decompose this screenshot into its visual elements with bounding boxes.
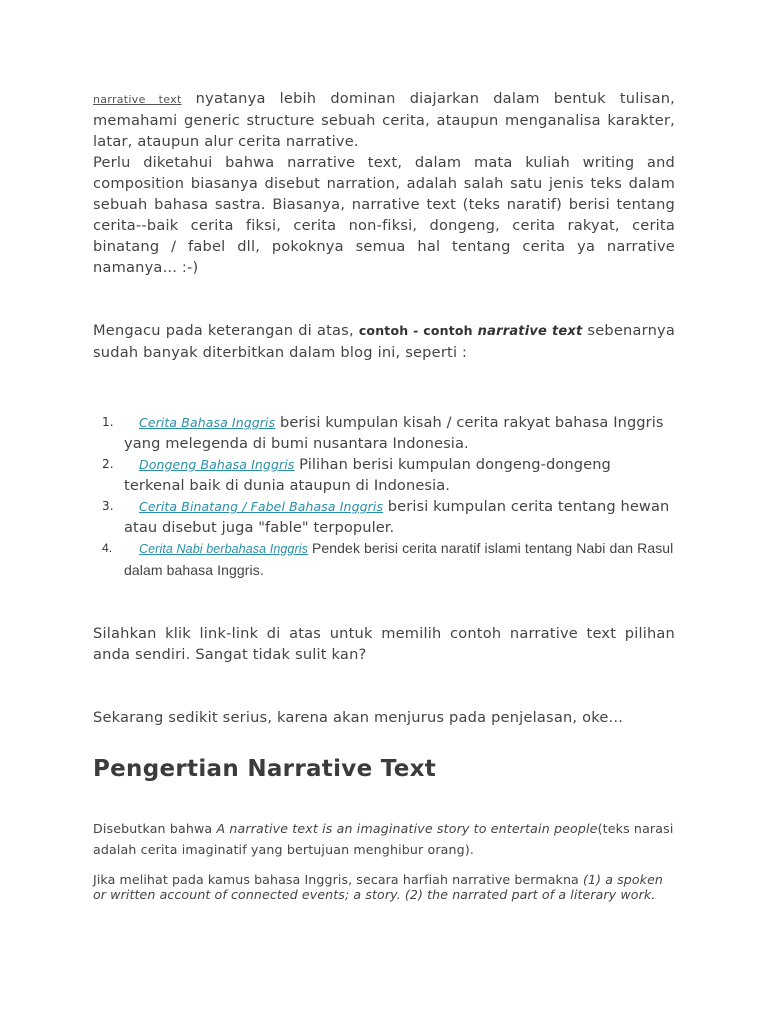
list-link[interactable]: Cerita Bahasa Inggris [139,415,276,430]
dictionary-paragraph [93,872,675,902]
dictionary-lead: Jika melihat pada kamus bahasa Inggris, secara harfiah narrative bermakna [93,872,583,887]
examples-list [93,412,675,581]
examples-bold-italic: narrative text [472,324,583,339]
definition-quote: A narrative text is an imaginative story to entertain people [216,821,598,836]
list-item [93,538,675,581]
narrative-text-link[interactable]: narrative text [93,93,182,106]
list-number: 2. [102,457,114,471]
examples-lead: Mengacu pada keterangan di atas, [93,322,359,339]
intro-text: nyatanya lebih dominan diajarkan dalam bentuk tulisan, memahami generic structure sebuah cerita, ataupun menganalisa karakter, latar, ataupun alur cerita narrative. [93,90,676,150]
intro-paragraph [93,88,675,152]
instruction-paragraph: Silahkan klik link-link di atas untuk memilih contoh narrative text pilihan anda sendiri. Sangat tidak sulit kan? [93,625,675,663]
list-number: 4. [102,541,113,555]
list-link[interactable]: Cerita Binatang / Fabel Bahasa Inggris [139,499,384,514]
definition-paragraph: Perlu diketahui bahwa narrative text, dalam mata kuliah writing and composition biasanya disebut narration, adalah salah satu jenis teks dalam sebuah bahasa sastra. Biasanya, narrative text (teks naratif) berisi tentang cerita--baik cerita fiksi, cerita non-fiksi, dongeng, cerita rakyat, cerita binatang / fabel dll, pokoknya semua hal tentang cerita ya narrative namanya... :-) [93,154,675,276]
definition-translation: (teks narasi adalah cerita imaginatif yang bertujuan menghibur orang). [93,821,674,857]
list-link[interactable]: Dongeng Bahasa Inggris [139,457,295,472]
narrative-definition-paragraph [93,818,675,860]
list-item [93,496,675,538]
examples-rest: sebenarnya sudah banyak diterbitkan dalam blog ini, seperti : [93,322,676,361]
list-number: 3. [102,499,114,513]
list-item [93,412,675,454]
document-page [93,88,675,902]
dictionary-meaning: (1) a spoken or written account of connected events; a story. (2) the narrated part of a literary work. [93,872,663,902]
list-number: 1. [102,415,114,429]
examples-bold: contoh - contoh [358,323,473,338]
list-text: Pilihan berisi kumpulan dongeng-dongeng terkenal baik di dunia ataupun di Indonesia. [124,456,611,494]
list-text: berisi kumpulan cerita tentang hewan atau disebut juga "fable" terpopuler. [124,498,670,536]
list-item [93,454,675,496]
transition-paragraph: Sekarang sedikit serius, karena akan menjurus pada penjelasan, oke... [93,709,624,726]
section-heading: Pengertian Narrative Text [93,756,437,782]
list-link[interactable]: Cerita Nabi berbahasa Inggris [139,542,308,556]
list-text: Pendek berisi cerita naratif islami tentang Nabi dan Rasul dalam bahasa Inggris. [124,540,674,578]
examples-paragraph [93,320,675,363]
list-text: berisi kumpulan kisah / cerita rakyat bahasa Inggris yang melegenda di bumi nusantara Indonesia. [124,414,664,452]
definition-lead: Disebutkan bahwa [93,821,217,836]
